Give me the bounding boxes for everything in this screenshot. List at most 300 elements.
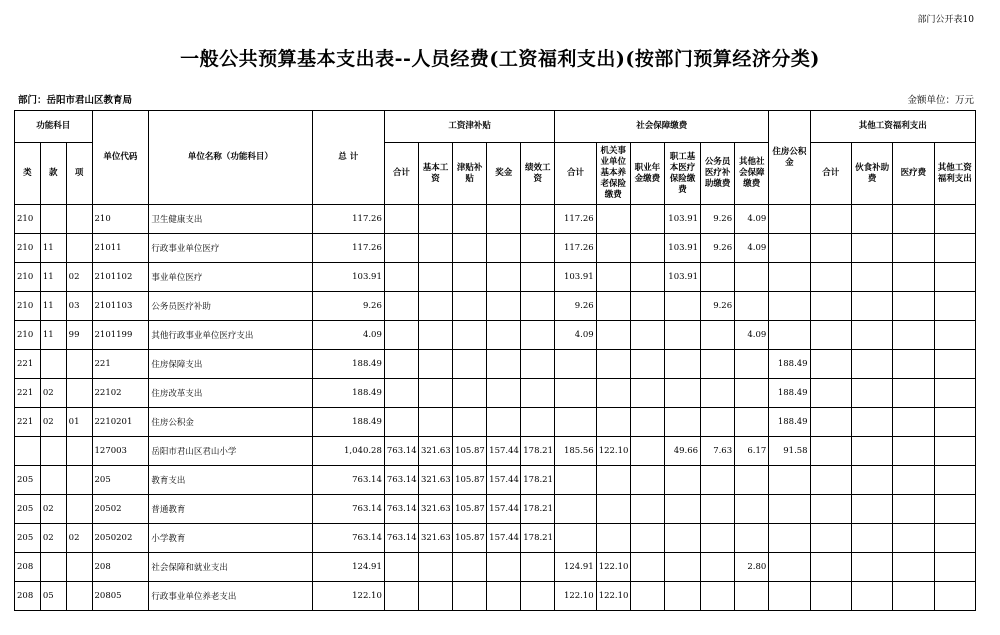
cell-housing-fund: 188.49 bbox=[769, 350, 810, 379]
cell-xiang: 01 bbox=[66, 408, 92, 437]
cell-total: 103.91 bbox=[312, 263, 384, 292]
cell-wage: 763.14 bbox=[384, 524, 418, 553]
cell-other bbox=[934, 524, 975, 553]
cell-total: 124.91 bbox=[312, 553, 384, 582]
cell-wage bbox=[453, 263, 487, 292]
cell-social bbox=[596, 466, 630, 495]
header-lei: 类 bbox=[15, 143, 41, 205]
cell-wage bbox=[521, 379, 555, 408]
cell-unit-name: 行政事业单位养老支出 bbox=[149, 582, 312, 611]
cell-other bbox=[851, 263, 892, 292]
cell-social bbox=[596, 524, 630, 553]
cell-other bbox=[851, 524, 892, 553]
header-social-col: 职业年金缴费 bbox=[630, 143, 664, 205]
cell-other bbox=[893, 234, 934, 263]
cell-wage: 157.44 bbox=[487, 495, 521, 524]
cell-other bbox=[810, 466, 851, 495]
cell-other bbox=[851, 582, 892, 611]
cell-other bbox=[810, 263, 851, 292]
header-kuan: 款 bbox=[40, 143, 66, 205]
cell-wage bbox=[384, 205, 418, 234]
cell-unit-name: 公务员医疗补助 bbox=[149, 292, 312, 321]
cell-lei: 221 bbox=[15, 379, 41, 408]
cell-social bbox=[596, 205, 630, 234]
table-body bbox=[15, 205, 976, 611]
cell-wage bbox=[487, 350, 521, 379]
table-row bbox=[15, 205, 976, 234]
header-social-col: 其他社会保障缴费 bbox=[735, 143, 769, 205]
cell-kuan bbox=[40, 350, 66, 379]
cell-other bbox=[810, 321, 851, 350]
cell-lei: 221 bbox=[15, 350, 41, 379]
cell-wage bbox=[521, 553, 555, 582]
cell-social: 185.56 bbox=[555, 437, 596, 466]
cell-housing-fund bbox=[769, 321, 810, 350]
cell-social bbox=[735, 524, 769, 553]
cell-unit-code: 21011 bbox=[92, 234, 149, 263]
cell-other bbox=[893, 408, 934, 437]
cell-other bbox=[934, 582, 975, 611]
header-unit-code: 单位代码 bbox=[92, 111, 149, 205]
cell-wage: 178.21 bbox=[521, 437, 555, 466]
cell-other bbox=[893, 466, 934, 495]
cell-wage bbox=[418, 205, 452, 234]
cell-xiang: 02 bbox=[66, 524, 92, 553]
table-row bbox=[15, 263, 976, 292]
cell-wage bbox=[521, 350, 555, 379]
cell-other bbox=[851, 466, 892, 495]
cell-wage: 321.63 bbox=[418, 437, 452, 466]
cell-social bbox=[630, 524, 664, 553]
cell-housing-fund bbox=[769, 205, 810, 234]
cell-social: 4.09 bbox=[735, 321, 769, 350]
table-row bbox=[15, 582, 976, 611]
header-other-col: 其他工资福利支出 bbox=[934, 143, 975, 205]
cell-social: 103.91 bbox=[664, 205, 700, 234]
cell-social: 103.91 bbox=[555, 263, 596, 292]
cell-social bbox=[630, 234, 664, 263]
cell-wage bbox=[453, 350, 487, 379]
cell-housing-fund: 188.49 bbox=[769, 408, 810, 437]
cell-total: 117.26 bbox=[312, 234, 384, 263]
cell-other bbox=[934, 205, 975, 234]
table-row bbox=[15, 379, 976, 408]
cell-xiang bbox=[66, 379, 92, 408]
cell-social bbox=[555, 524, 596, 553]
cell-social bbox=[630, 379, 664, 408]
cell-housing-fund bbox=[769, 582, 810, 611]
cell-social bbox=[735, 582, 769, 611]
cell-housing-fund bbox=[769, 524, 810, 553]
cell-social bbox=[596, 495, 630, 524]
header-social-col: 机关事业单位基本养老保险缴费 bbox=[596, 143, 630, 205]
cell-other bbox=[851, 292, 892, 321]
cell-total: 188.49 bbox=[312, 408, 384, 437]
cell-unit-name: 行政事业单位医疗 bbox=[149, 234, 312, 263]
cell-xiang: 02 bbox=[66, 263, 92, 292]
table-row bbox=[15, 408, 976, 437]
cell-social bbox=[596, 292, 630, 321]
cell-social bbox=[555, 495, 596, 524]
cell-social bbox=[596, 379, 630, 408]
cell-social bbox=[630, 582, 664, 611]
page-title: 一般公共预算基本支出表--人员经费(工资福利支出)(按部门预算经济分类) bbox=[180, 48, 820, 70]
cell-xiang bbox=[66, 234, 92, 263]
cell-wage bbox=[384, 263, 418, 292]
cell-social: 7.63 bbox=[701, 437, 735, 466]
cell-social bbox=[735, 466, 769, 495]
cell-wage bbox=[418, 553, 452, 582]
cell-housing-fund bbox=[769, 263, 810, 292]
cell-unit-code: 20502 bbox=[92, 495, 149, 524]
cell-kuan: 02 bbox=[40, 495, 66, 524]
cell-lei: 210 bbox=[15, 234, 41, 263]
cell-other bbox=[851, 234, 892, 263]
cell-social bbox=[630, 466, 664, 495]
cell-xiang bbox=[66, 350, 92, 379]
cell-other bbox=[810, 524, 851, 553]
cell-social: 9.26 bbox=[701, 234, 735, 263]
cell-social bbox=[701, 553, 735, 582]
cell-wage bbox=[521, 263, 555, 292]
cell-total: 9.26 bbox=[312, 292, 384, 321]
cell-wage: 763.14 bbox=[384, 437, 418, 466]
cell-wage bbox=[487, 321, 521, 350]
cell-kuan bbox=[40, 437, 66, 466]
cell-kuan bbox=[40, 205, 66, 234]
header-wage-group: 工资津补贴 bbox=[384, 111, 554, 143]
cell-wage bbox=[487, 379, 521, 408]
cell-social bbox=[555, 408, 596, 437]
cell-social bbox=[630, 263, 664, 292]
cell-wage bbox=[418, 263, 452, 292]
cell-lei: 210 bbox=[15, 321, 41, 350]
cell-wage bbox=[521, 582, 555, 611]
cell-xiang bbox=[66, 437, 92, 466]
cell-social bbox=[664, 495, 700, 524]
cell-social: 124.91 bbox=[555, 553, 596, 582]
cell-unit-code: 210 bbox=[92, 205, 149, 234]
header-wage-col: 绩效工资 bbox=[521, 143, 555, 205]
cell-wage: 763.14 bbox=[384, 466, 418, 495]
table-row bbox=[15, 350, 976, 379]
cell-other bbox=[934, 466, 975, 495]
header-other-col: 医疗费 bbox=[893, 143, 934, 205]
cell-social bbox=[735, 495, 769, 524]
cell-housing-fund: 188.49 bbox=[769, 379, 810, 408]
amount-unit-label: 金额单位：万元 bbox=[907, 95, 974, 106]
cell-social: 103.91 bbox=[664, 263, 700, 292]
cell-wage bbox=[418, 379, 452, 408]
cell-social bbox=[630, 553, 664, 582]
cell-kuan: 02 bbox=[40, 379, 66, 408]
cell-other bbox=[893, 350, 934, 379]
cell-wage bbox=[384, 292, 418, 321]
header-housing-fund: 住房公积金 bbox=[769, 111, 810, 205]
cell-social bbox=[701, 321, 735, 350]
cell-social bbox=[630, 292, 664, 321]
cell-wage bbox=[521, 292, 555, 321]
cell-wage bbox=[418, 292, 452, 321]
cell-other bbox=[851, 437, 892, 466]
cell-wage bbox=[453, 379, 487, 408]
cell-wage: 105.87 bbox=[453, 524, 487, 553]
cell-lei: 221 bbox=[15, 408, 41, 437]
cell-wage bbox=[384, 553, 418, 582]
cell-social bbox=[596, 350, 630, 379]
cell-unit-name: 教育支出 bbox=[149, 466, 312, 495]
header-function-subject: 功能科目 bbox=[15, 111, 93, 143]
cell-other bbox=[810, 408, 851, 437]
cell-social: 4.09 bbox=[735, 205, 769, 234]
cell-wage: 178.21 bbox=[521, 495, 555, 524]
table-row bbox=[15, 495, 976, 524]
cell-other bbox=[893, 321, 934, 350]
cell-wage bbox=[521, 408, 555, 437]
cell-wage bbox=[418, 350, 452, 379]
cell-wage bbox=[487, 553, 521, 582]
cell-xiang bbox=[66, 553, 92, 582]
cell-other bbox=[810, 350, 851, 379]
cell-other bbox=[934, 495, 975, 524]
cell-social: 103.91 bbox=[664, 234, 700, 263]
header-other-group: 其他工资福利支出 bbox=[810, 111, 975, 143]
cell-lei: 205 bbox=[15, 495, 41, 524]
cell-unit-code: 22102 bbox=[92, 379, 149, 408]
header-social-col: 职工基本医疗保险缴费 bbox=[664, 143, 700, 205]
cell-kuan bbox=[40, 553, 66, 582]
cell-social bbox=[596, 263, 630, 292]
cell-social bbox=[664, 553, 700, 582]
cell-total: 763.14 bbox=[312, 524, 384, 553]
cell-total: 1,040.28 bbox=[312, 437, 384, 466]
cell-wage bbox=[418, 408, 452, 437]
cell-wage bbox=[521, 205, 555, 234]
cell-other bbox=[851, 495, 892, 524]
table-row bbox=[15, 524, 976, 553]
cell-other bbox=[810, 234, 851, 263]
cell-social: 6.17 bbox=[735, 437, 769, 466]
cell-social bbox=[596, 234, 630, 263]
table-row bbox=[15, 292, 976, 321]
cell-unit-name: 其他行政事业单位医疗支出 bbox=[149, 321, 312, 350]
header-other-col: 伙食补助费 bbox=[851, 143, 892, 205]
cell-total: 117.26 bbox=[312, 205, 384, 234]
cell-unit-code: 20805 bbox=[92, 582, 149, 611]
cell-xiang bbox=[66, 466, 92, 495]
cell-other bbox=[934, 234, 975, 263]
cell-lei bbox=[15, 437, 41, 466]
cell-total: 4.09 bbox=[312, 321, 384, 350]
cell-other bbox=[934, 437, 975, 466]
cell-wage bbox=[487, 408, 521, 437]
cell-social bbox=[664, 408, 700, 437]
cell-social bbox=[735, 292, 769, 321]
cell-other bbox=[851, 553, 892, 582]
cell-wage: 105.87 bbox=[453, 466, 487, 495]
cell-social bbox=[701, 466, 735, 495]
cell-wage bbox=[453, 582, 487, 611]
cell-wage: 763.14 bbox=[384, 495, 418, 524]
cell-xiang bbox=[66, 495, 92, 524]
cell-unit-name: 岳阳市君山区君山小学 bbox=[149, 437, 312, 466]
cell-social bbox=[701, 263, 735, 292]
cell-social bbox=[735, 379, 769, 408]
cell-wage bbox=[384, 408, 418, 437]
cell-wage bbox=[453, 292, 487, 321]
cell-wage bbox=[487, 205, 521, 234]
cell-total: 188.49 bbox=[312, 350, 384, 379]
cell-social: 49.66 bbox=[664, 437, 700, 466]
cell-social bbox=[630, 495, 664, 524]
cell-unit-name: 小学教育 bbox=[149, 524, 312, 553]
table-row bbox=[15, 321, 976, 350]
cell-wage bbox=[384, 379, 418, 408]
cell-kuan: 11 bbox=[40, 234, 66, 263]
cell-unit-code: 2101199 bbox=[92, 321, 149, 350]
cell-unit-code: 221 bbox=[92, 350, 149, 379]
cell-lei: 208 bbox=[15, 582, 41, 611]
cell-social bbox=[555, 466, 596, 495]
cell-wage: 178.21 bbox=[521, 466, 555, 495]
header-unit-name: 单位名称（功能科目） bbox=[149, 111, 312, 205]
cell-social: 4.09 bbox=[735, 234, 769, 263]
table-row bbox=[15, 553, 976, 582]
cell-wage bbox=[418, 582, 452, 611]
cell-wage bbox=[453, 205, 487, 234]
cell-xiang bbox=[66, 582, 92, 611]
cell-wage bbox=[418, 234, 452, 263]
cell-wage bbox=[487, 582, 521, 611]
cell-social bbox=[701, 524, 735, 553]
cell-housing-fund bbox=[769, 466, 810, 495]
cell-other bbox=[893, 495, 934, 524]
cell-social: 122.10 bbox=[555, 582, 596, 611]
cell-social: 122.10 bbox=[596, 553, 630, 582]
cell-social: 122.10 bbox=[596, 582, 630, 611]
cell-wage: 105.87 bbox=[453, 495, 487, 524]
cell-unit-code: 2101103 bbox=[92, 292, 149, 321]
cell-other bbox=[934, 379, 975, 408]
cell-housing-fund bbox=[769, 292, 810, 321]
cell-wage: 157.44 bbox=[487, 524, 521, 553]
cell-wage bbox=[418, 321, 452, 350]
cell-other bbox=[893, 292, 934, 321]
cell-other bbox=[934, 553, 975, 582]
cell-wage bbox=[487, 263, 521, 292]
cell-wage bbox=[384, 321, 418, 350]
cell-total: 122.10 bbox=[312, 582, 384, 611]
cell-wage bbox=[487, 234, 521, 263]
department-label: 部门：岳阳市君山区教育局 bbox=[18, 95, 133, 106]
cell-social bbox=[630, 205, 664, 234]
cell-other bbox=[810, 553, 851, 582]
cell-wage: 157.44 bbox=[487, 466, 521, 495]
header-wage-col: 津贴补贴 bbox=[453, 143, 487, 205]
cell-social bbox=[701, 408, 735, 437]
cell-wage bbox=[521, 321, 555, 350]
cell-housing-fund bbox=[769, 495, 810, 524]
cell-wage bbox=[453, 234, 487, 263]
cell-unit-name: 卫生健康支出 bbox=[149, 205, 312, 234]
cell-social bbox=[701, 379, 735, 408]
cell-other bbox=[893, 437, 934, 466]
cell-other bbox=[893, 379, 934, 408]
cell-lei: 210 bbox=[15, 292, 41, 321]
cell-other bbox=[851, 379, 892, 408]
cell-unit-name: 事业单位医疗 bbox=[149, 263, 312, 292]
cell-social bbox=[664, 582, 700, 611]
cell-other bbox=[810, 379, 851, 408]
cell-wage bbox=[453, 553, 487, 582]
cell-other bbox=[893, 582, 934, 611]
header-total: 总 计 bbox=[312, 111, 384, 205]
cell-social bbox=[664, 524, 700, 553]
cell-social: 4.09 bbox=[555, 321, 596, 350]
cell-kuan bbox=[40, 466, 66, 495]
cell-wage: 105.87 bbox=[453, 437, 487, 466]
table-row bbox=[15, 234, 976, 263]
cell-other bbox=[810, 495, 851, 524]
cell-social: 117.26 bbox=[555, 234, 596, 263]
cell-other bbox=[851, 321, 892, 350]
cell-social bbox=[664, 292, 700, 321]
cell-kuan: 11 bbox=[40, 292, 66, 321]
cell-wage bbox=[453, 321, 487, 350]
cell-kuan: 11 bbox=[40, 321, 66, 350]
cell-kuan: 02 bbox=[40, 408, 66, 437]
table-row bbox=[15, 466, 976, 495]
cell-xiang: 03 bbox=[66, 292, 92, 321]
cell-social bbox=[555, 379, 596, 408]
cell-social bbox=[735, 408, 769, 437]
cell-social: 122.10 bbox=[596, 437, 630, 466]
cell-social bbox=[630, 408, 664, 437]
cell-social: 9.26 bbox=[555, 292, 596, 321]
cell-social bbox=[664, 379, 700, 408]
cell-social: 9.26 bbox=[701, 205, 735, 234]
cell-social bbox=[630, 321, 664, 350]
cell-total: 188.49 bbox=[312, 379, 384, 408]
cell-other bbox=[893, 205, 934, 234]
header-social-group: 社会保障缴费 bbox=[555, 111, 769, 143]
cell-other bbox=[851, 408, 892, 437]
cell-social bbox=[735, 350, 769, 379]
header-xiang: 项 bbox=[66, 143, 92, 205]
cell-wage: 321.63 bbox=[418, 524, 452, 553]
cell-xiang: 99 bbox=[66, 321, 92, 350]
cell-housing-fund: 91.58 bbox=[769, 437, 810, 466]
cell-wage bbox=[521, 234, 555, 263]
cell-social bbox=[701, 350, 735, 379]
cell-wage: 157.44 bbox=[487, 437, 521, 466]
cell-other bbox=[810, 205, 851, 234]
cell-housing-fund bbox=[769, 553, 810, 582]
cell-other bbox=[810, 437, 851, 466]
cell-wage: 321.63 bbox=[418, 495, 452, 524]
cell-unit-code: 127003 bbox=[92, 437, 149, 466]
header-social-col: 合计 bbox=[555, 143, 596, 205]
cell-other bbox=[893, 263, 934, 292]
header-wage-col: 奖金 bbox=[487, 143, 521, 205]
cell-other bbox=[934, 263, 975, 292]
cell-other bbox=[893, 553, 934, 582]
table-number-label: 部门公开表10 bbox=[917, 15, 974, 25]
cell-wage bbox=[487, 292, 521, 321]
cell-other bbox=[851, 205, 892, 234]
cell-kuan: 11 bbox=[40, 263, 66, 292]
budget-table bbox=[14, 110, 976, 611]
